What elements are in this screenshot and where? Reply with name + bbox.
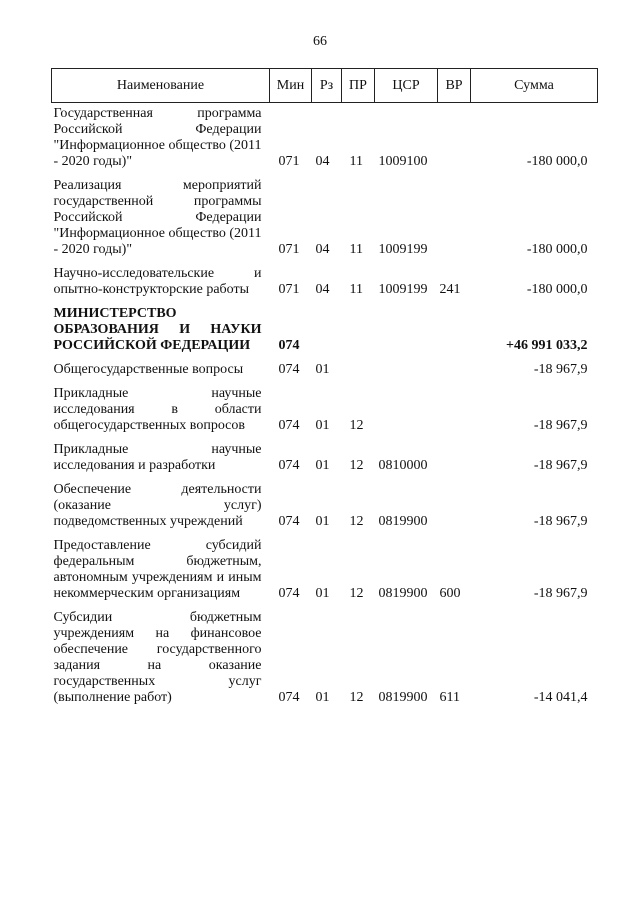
cell-csr: 0819900 [378, 690, 428, 705]
table-row [52, 530, 598, 602]
cell-pr: 11 [349, 154, 363, 169]
cell-sum: -180 000,0 [526, 282, 588, 297]
cell-vr: 241 [439, 282, 461, 297]
cell-csr: 0819900 [378, 586, 428, 601]
cell-name: Прикладные научные исследования в области общегосударственных вопросов [53, 386, 262, 433]
cell-pr: 12 [349, 690, 364, 705]
cell-min: 074 [278, 338, 300, 353]
table-row [52, 258, 598, 298]
cell-name: Научно-исследовательские и опытно-конструкторские работы [53, 266, 262, 297]
cell-csr [375, 298, 438, 354]
cell-rz [312, 298, 342, 354]
cell-rz: 01 [315, 514, 330, 529]
cell-csr: 1009199 [378, 282, 428, 297]
cell-vr: 600 [439, 586, 461, 601]
cell-name: Общегосударственные вопросы [53, 362, 244, 377]
cell-pr: 11 [349, 242, 363, 257]
cell-pr [342, 298, 375, 354]
table-body [52, 103, 598, 707]
cell-vr [438, 103, 471, 171]
cell-sum: -180 000,0 [526, 242, 588, 257]
cell-min: 071 [278, 242, 300, 257]
cell-min: 074 [278, 690, 300, 705]
table-row [52, 354, 598, 378]
table-row [52, 434, 598, 474]
cell-csr [375, 378, 438, 434]
cell-pr: 11 [349, 282, 363, 297]
cell-sum: -180 000,0 [526, 154, 588, 169]
cell-vr [438, 434, 471, 474]
cell-pr: 12 [349, 586, 364, 601]
cell-name: Государственная программа Российской Федерации "Информационное общество (2011 - 2020 годы)" [53, 106, 262, 169]
cell-rz: 04 [315, 242, 330, 257]
cell-min: 074 [278, 362, 300, 377]
cell-vr [438, 474, 471, 530]
budget-table [51, 68, 598, 706]
cell-sum: -18 967,9 [533, 362, 588, 377]
cell-pr: 12 [349, 418, 364, 433]
cell-sum: -18 967,9 [533, 458, 588, 473]
header-csr: ЦСР [375, 69, 438, 103]
cell-csr: 1009199 [378, 242, 428, 257]
cell-rz: 01 [315, 418, 330, 433]
table-row [52, 474, 598, 530]
cell-min: 074 [278, 418, 300, 433]
cell-name: МИНИСТЕРСТВО ОБРАЗОВАНИЯ И НАУКИ РОССИЙСКОЙ ФЕДЕРАЦИИ [53, 306, 262, 353]
cell-sum: +46 991 033,2 [506, 338, 588, 353]
cell-csr: 1009100 [378, 154, 428, 169]
cell-name: Предоставление субсидий федеральным бюджетным, автономным учреждениям и иным некоммерческим организациям [53, 538, 262, 601]
table-row [52, 298, 598, 354]
cell-min: 074 [278, 586, 300, 601]
cell-min: 071 [278, 154, 300, 169]
cell-sum: -14 041,4 [533, 690, 588, 705]
cell-vr [438, 354, 471, 378]
header-min: Мин [270, 69, 312, 103]
table-row [52, 378, 598, 434]
cell-rz: 04 [315, 154, 330, 169]
cell-sum: -18 967,9 [533, 418, 588, 433]
cell-csr: 0810000 [378, 458, 428, 473]
cell-csr: 0819900 [378, 514, 428, 529]
cell-sum: -18 967,9 [533, 586, 588, 601]
table-row [52, 103, 598, 171]
cell-min: 074 [278, 458, 300, 473]
header-sum: Сумма [471, 69, 598, 103]
header-name: Наименование [52, 69, 270, 103]
header-pr: ПР [342, 69, 375, 103]
cell-name: Реализация мероприятий государственной программы Российской Федерации "Информационное общество (2011 - 2020 годы)" [53, 178, 262, 257]
cell-rz: 01 [315, 586, 330, 601]
cell-rz: 01 [315, 458, 330, 473]
cell-pr: 12 [349, 514, 364, 529]
cell-pr: 12 [349, 458, 364, 473]
table-header-row [52, 69, 598, 103]
cell-rz: 01 [315, 362, 330, 377]
header-rz: Рз [312, 69, 342, 103]
cell-sum: -18 967,9 [533, 514, 588, 529]
table-row [52, 170, 598, 258]
cell-vr [438, 378, 471, 434]
cell-name: Обеспечение деятельности (оказание услуг) подведомственных учреждений [53, 482, 262, 529]
cell-name: Субсидии бюджетным учреждениям на финансовое обеспечение государственного задания на оказание государственных услуг (выполнение работ) [53, 610, 262, 705]
cell-vr [438, 170, 471, 258]
header-vr: ВР [438, 69, 471, 103]
cell-rz: 01 [315, 690, 330, 705]
cell-min: 074 [278, 514, 300, 529]
cell-vr: 611 [439, 690, 460, 705]
page-number: 66 [313, 34, 327, 49]
cell-rz: 04 [315, 282, 330, 297]
cell-vr [438, 298, 471, 354]
cell-min: 071 [278, 282, 300, 297]
cell-csr [375, 354, 438, 378]
cell-name: Прикладные научные исследования и разработки [53, 442, 262, 473]
table-row [52, 602, 598, 706]
cell-pr [342, 354, 375, 378]
